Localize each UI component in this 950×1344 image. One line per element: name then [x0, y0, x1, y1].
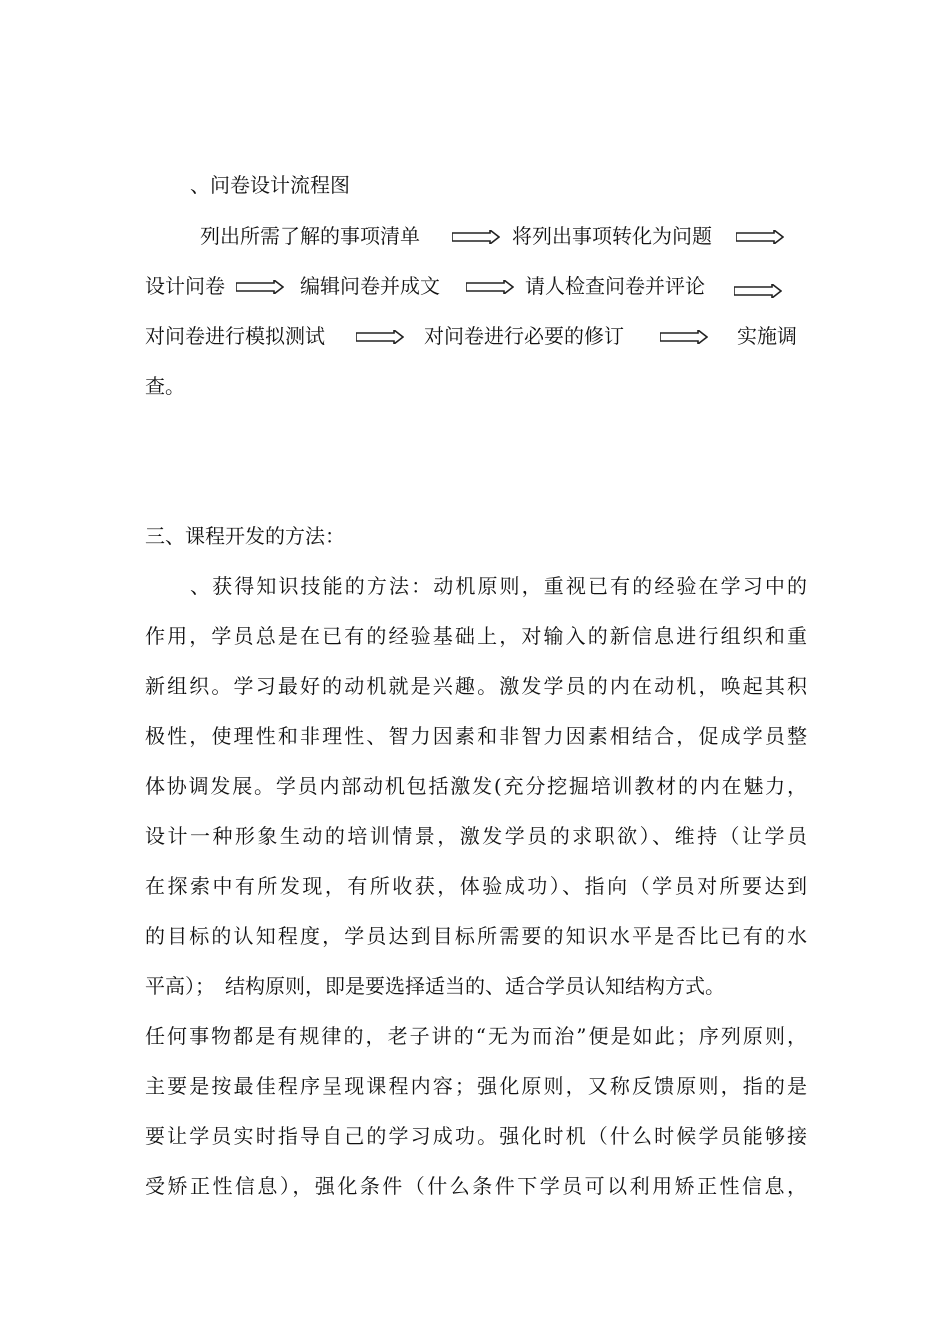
body-line: 的目标的认知程度，学员达到目标所需要的知识水平是否比已有的水 [145, 924, 807, 948]
flow-step: 列出所需了解的事项清单 [200, 224, 420, 248]
right-arrow-icon [734, 284, 782, 298]
flow-step: 实施调 [737, 324, 797, 348]
body-line: 受矫正性信息），强化条件（什么条件下学员可以利用矫正性信息， [145, 1174, 807, 1198]
flow-row-3 [0, 322, 950, 350]
body-line: 设计一种形象生动的培训情景，激发学员的求职欲）、维持（让学员 [145, 824, 807, 848]
flow-title: 、问卷设计流程图 [190, 173, 350, 197]
right-arrow-icon [356, 330, 404, 344]
right-arrow-icon [452, 230, 500, 244]
body-line: 、获得知识技能的方法：动机原则，重视已有的经验在学习中的 [190, 574, 807, 598]
right-arrow-icon [236, 280, 284, 294]
body-line: 平高）； 结构原则，即是要选择适当的、适合学员认知结构方式。 [145, 974, 725, 998]
flow-step: 对问卷进行模拟测试 [145, 324, 325, 348]
body-line: 极性，使理性和非理性、智力因素和非智力因素相结合，促成学员整 [145, 724, 807, 748]
flow-step: 设计问卷 [145, 274, 225, 298]
body-line: 主要是按最佳程序呈现课程内容；强化原则，又称反馈原则，指的是 [145, 1074, 807, 1098]
flow-step: 请人检查问卷并评论 [525, 274, 705, 298]
right-arrow-icon [736, 230, 784, 244]
body-line: 要让学员实时指导自己的学习成功。强化时机（什么时候学员能够接 [145, 1124, 807, 1148]
flow-row-2 [0, 272, 950, 300]
body-line: 作用，学员总是在已有的经验基础上，对输入的新信息进行组织和重 [145, 624, 807, 648]
flow-step: 编辑问卷并成文 [300, 274, 440, 298]
flow-step: 对问卷进行必要的修订 [424, 324, 624, 348]
right-arrow-icon [466, 280, 514, 294]
body-line: 在探索中有所发现，有所收获，体验成功）、指向（学员对所要达到 [145, 874, 807, 898]
body-line: 体协调发展。学员内部动机包括激发(充分挖掘培训教材的内在魅力， [145, 774, 807, 798]
body-line: 新组织。学习最好的动机就是兴趣。激发学员的内在动机，唤起其积 [145, 674, 807, 698]
section-heading: 三、课程开发的方法： [145, 524, 345, 548]
body-line: 任何事物都是有规律的，老子讲的“无为而治”便是如此；序列原则， [145, 1024, 807, 1048]
right-arrow-icon [660, 330, 708, 344]
flow-step: 将列出事项转化为问题 [512, 224, 712, 248]
flow-step: 查。 [145, 374, 185, 398]
flow-row-1 [0, 222, 950, 250]
